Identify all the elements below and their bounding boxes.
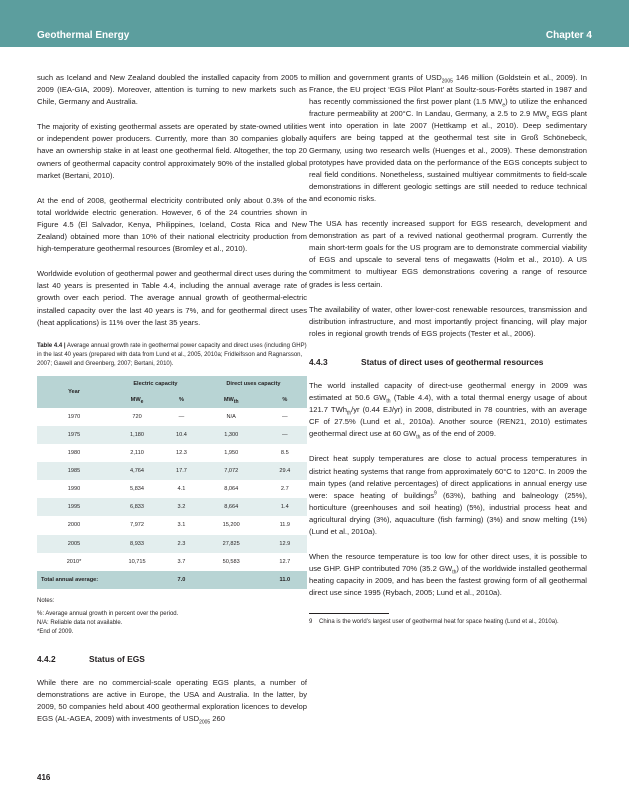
table-cell: 15,200 bbox=[222, 522, 240, 529]
paragraph: million and government grants of $USD_{2005}$ 146 million (Goldstein et al., 2009). In France, the EU project ‘EGS Pilot Plant’ at Soultz-sous-Forêts started in 1987 and has recently commissioned the first power plant (1.5 $MW_e$) to utilize the enhanced fracture permeability at 200°C. In Landau, Germany, a 2.5 to 2.9 $MW_e$ EGS plant went into operation in late 2007 (Hettkamp et al., 2010). Deep sedimentary aquifers are being tapped at the geothermal test site in Groß Schönebeck, Germany, using two research wells (Huenges et al., 2009). These demonstration prototypes have provided data on the performance of the EGS concepts subject to real field conditions. Nonetheless, sustained multiyear commitments to field-scale demonstrations in different geologic settings are still needed to reduce technical and economic risks. bbox=[309, 73, 588, 203]
table-cell: 2.7 bbox=[280, 486, 289, 493]
table-cell: 29.4 bbox=[263, 462, 307, 480]
table-cell: 4.1 bbox=[177, 486, 186, 493]
table-cell: 11.9 bbox=[279, 522, 291, 529]
table-cell: 1970 bbox=[67, 413, 81, 420]
table-row bbox=[37, 444, 307, 462]
table-cell: — bbox=[263, 426, 307, 444]
notes-title: Notes: bbox=[37, 597, 55, 604]
paragraph: At the end of 2008, geothermal electricity contributed only about 0.3% of the total worldwide electric generation. However, 6 of the 24 countries shown in Figure 4.5 (El Salvador, Kenya, Philippines, Iceland, Costa Rica and New Zealand) obtained more than 10% of their national electricity production from high-temperature geothermal resources (Bromley et al., 2010). bbox=[37, 195, 307, 254]
table-row bbox=[37, 480, 307, 498]
table-cell: 5,834 bbox=[130, 486, 145, 493]
paragraph: The availability of water, other lower-cost renewable resources, transmission and distribution infrastructure, and most importantly project financing, will play major roles in regional growth trends of EGS projects (Tester et al., 2006). bbox=[309, 304, 587, 338]
footnote-rule bbox=[309, 613, 389, 614]
note: %: Average annual growth in percent over the period. bbox=[37, 610, 179, 617]
table-row bbox=[37, 408, 307, 426]
table-cell: 8,064 bbox=[224, 486, 239, 493]
paragraph: Worldwide evolution of geothermal power and geothermal direct uses during the last 40 years is presented in Table 4.4, including the annual average rate of growth over each period. The average annual growth of geothermal-electric installed capacity over the last 40 years is 7%, and for geothermal direct uses (heat applications) is 11% over the last 35 years. bbox=[37, 269, 307, 327]
section-heading-4-4-2: 4.4.2 Status of EGS bbox=[37, 653, 145, 664]
table-cell: 1985 bbox=[37, 462, 111, 480]
table-cell: 50,583 bbox=[222, 558, 240, 565]
table-cell: 1,300 bbox=[200, 426, 263, 444]
paragraph: The world installed capacity of direct-use geothermal energy in 2009 was estimated at 50.6 $GW_{th}$ (Table 4.4), with a total thermal energy usage of about 121.7 TWh$_{th}$/yr (0.44 EJ/yr) in 2008, distributed in 78 countries, with an average CF of 27.5% (Lund et al., 2010a). Another source (REN21, 2010) estimates geothermal direct use at 60 $GW_{th}$ as of the end of 2009. bbox=[309, 380, 587, 441]
total-elec: 7.0 bbox=[163, 571, 200, 589]
header-chapter: Chapter 4 bbox=[545, 30, 592, 41]
table-cell: 1,180 bbox=[111, 426, 163, 444]
col-mwe: MWe bbox=[111, 392, 163, 408]
paragraph: such as Iceland and New Zealand doubled the installed capacity from 2005 to 2009 (IEA-GIA, 2009). Moreover, attention is turning to new markets such as Chile, Germany and Australia. bbox=[37, 73, 307, 107]
total-label: Total annual average: bbox=[37, 571, 163, 589]
table-cell: 10,715 bbox=[128, 558, 146, 565]
running-header bbox=[0, 0, 629, 47]
table-cell: 2.3 bbox=[163, 535, 200, 553]
table-cell: 2005 bbox=[37, 535, 111, 553]
table-row bbox=[37, 462, 307, 480]
table-cell: 6,833 bbox=[111, 498, 163, 516]
table-cell: 1995 bbox=[37, 498, 111, 516]
note: N/A: Reliable data not available. bbox=[37, 619, 123, 626]
table-cell: 1975 bbox=[37, 426, 111, 444]
table-cell: 2,110 bbox=[130, 450, 144, 457]
col-mwth: MWth bbox=[200, 392, 263, 408]
table-row bbox=[37, 553, 307, 571]
col-pct-elec: % bbox=[163, 392, 200, 408]
header-title: Geothermal Energy bbox=[37, 30, 130, 41]
table-cell: 3.7 bbox=[177, 558, 186, 565]
table-cell: 4,764 bbox=[111, 462, 163, 480]
section-heading-4-4-3: 4.4.3 Status of direct uses of geothermal resources bbox=[309, 356, 544, 367]
footnote bbox=[309, 618, 587, 627]
table-cell: 12.7 bbox=[279, 558, 291, 565]
table-cell: N/A bbox=[226, 413, 236, 420]
left-column bbox=[37, 72, 307, 738]
table-cell: — bbox=[178, 413, 185, 420]
col-pct-direct: % bbox=[263, 392, 307, 408]
table-cell: 1980 bbox=[67, 450, 81, 457]
footnote-text: China is the world’s largest user of geothermal heat for space heating (Lund et al., 2010a). bbox=[319, 619, 559, 626]
footnote-number: 9 bbox=[309, 619, 313, 626]
paragraph: The majority of existing geothermal assets are operated by state-owned utilities or independent power producers. Currently, more than 30 companies globally have an ownership stake in at least one geothermal field. Altogether, the top 20 owners of geothermal capacity control approximately 90% of the installed global market (Bertani, 2010). bbox=[37, 122, 307, 180]
right-column bbox=[309, 72, 587, 627]
table-row bbox=[37, 498, 307, 516]
growth-table bbox=[37, 376, 307, 589]
table-cell: — bbox=[282, 413, 288, 420]
page-number: 416 bbox=[37, 773, 51, 782]
table-cell: 10.4 bbox=[163, 426, 200, 444]
table-cell: 1990 bbox=[67, 486, 81, 493]
col-electric: Electric capacity bbox=[111, 376, 200, 392]
table-cell: 12.3 bbox=[175, 450, 187, 457]
total-direct: 11.0 bbox=[263, 571, 307, 589]
table-cell: 8.5 bbox=[280, 450, 289, 457]
table-caption bbox=[37, 342, 307, 369]
table-cell: 3.2 bbox=[163, 498, 200, 516]
total-row bbox=[37, 571, 307, 589]
table-cell: 3.1 bbox=[177, 522, 186, 529]
table-cell: 27,825 bbox=[200, 535, 263, 553]
table-cell: 8,664 bbox=[200, 498, 263, 516]
col-year: Year bbox=[37, 376, 111, 408]
table-cell: 2010* bbox=[66, 558, 82, 565]
table-cell: 7,072 bbox=[200, 462, 263, 480]
paragraph: While there are no commercial-scale operating EGS plants, a number of demonstrations are active in Europe, the USA and Australia. In the latter, by 2009, 50 companies held about 400 geothermal exploration licences to develop EGS (AL-AGEA, 2009) with investments of $USD_{2005}$ 260 bbox=[37, 677, 307, 726]
table-cell: 7,972 bbox=[130, 522, 145, 529]
table-row bbox=[37, 535, 307, 553]
caption-label: Table 4.4 | bbox=[37, 342, 66, 349]
table-cell: 1,950 bbox=[224, 450, 239, 457]
table-row bbox=[37, 426, 307, 444]
paragraph: Direct heat supply temperatures are close to actual process temperatures in district heating systems that range from approximately 60°C to 120°C. In 2009 the main types (and relative percentages) of direct applications in annual energy use were: space heating of buildings$^9$ (63%), bathing and balneology (25%), horticulture (greenhouses and soil heating) (5%), industrial process heat and agricultural drying (3%), aquaculture (fish farming) (3%) and snow melting (1%) (Lund et al., 2010a). bbox=[309, 454, 587, 536]
table-cell: 8,933 bbox=[111, 535, 163, 553]
paragraph: The USA has recently increased support for EGS research, development and demonstration as part of a revived national geothermal program. Currently the main short-term goals for the US program are to demonstrate commercial viability of EGS and upscale to several tens of megawatts (Holm et al., 2010). A US commitment to multiyear EGS demonstrations covering a range of resource grades is less certain. bbox=[309, 219, 587, 289]
table-cell: 17.7 bbox=[163, 462, 200, 480]
col-direct: Direct uses capacity bbox=[200, 376, 307, 392]
table-cell: 2000 bbox=[67, 522, 81, 529]
paragraph: When the resource temperature is too low for other direct uses, it is possible to use GHP. GHP contributed 70% (35.2 $GW_{th}$) of the worldwide installed geothermal heating capacity in 2009, and has been the fastest growing form of all geothermal direct use since 1995 (Rybach, 2005; Lund et al., 2010a). bbox=[309, 552, 587, 598]
table-row bbox=[37, 516, 307, 534]
table-cell: 1.4 bbox=[263, 498, 307, 516]
table-notes bbox=[37, 597, 307, 637]
caption-text: Average annual growth rate in geothermal power capacity and direct uses (including GHP) in the last 40 years (prepared with data from Lund et al., 2005, 2010a; Fridleifsson and Ragnarsson, 2007; Gawell and Greenberg, 2007; Bertani, 2010). bbox=[37, 342, 307, 367]
note: *End of 2009. bbox=[37, 628, 74, 635]
table-cell: 720 bbox=[132, 413, 142, 420]
table-cell: 12.9 bbox=[263, 535, 307, 553]
